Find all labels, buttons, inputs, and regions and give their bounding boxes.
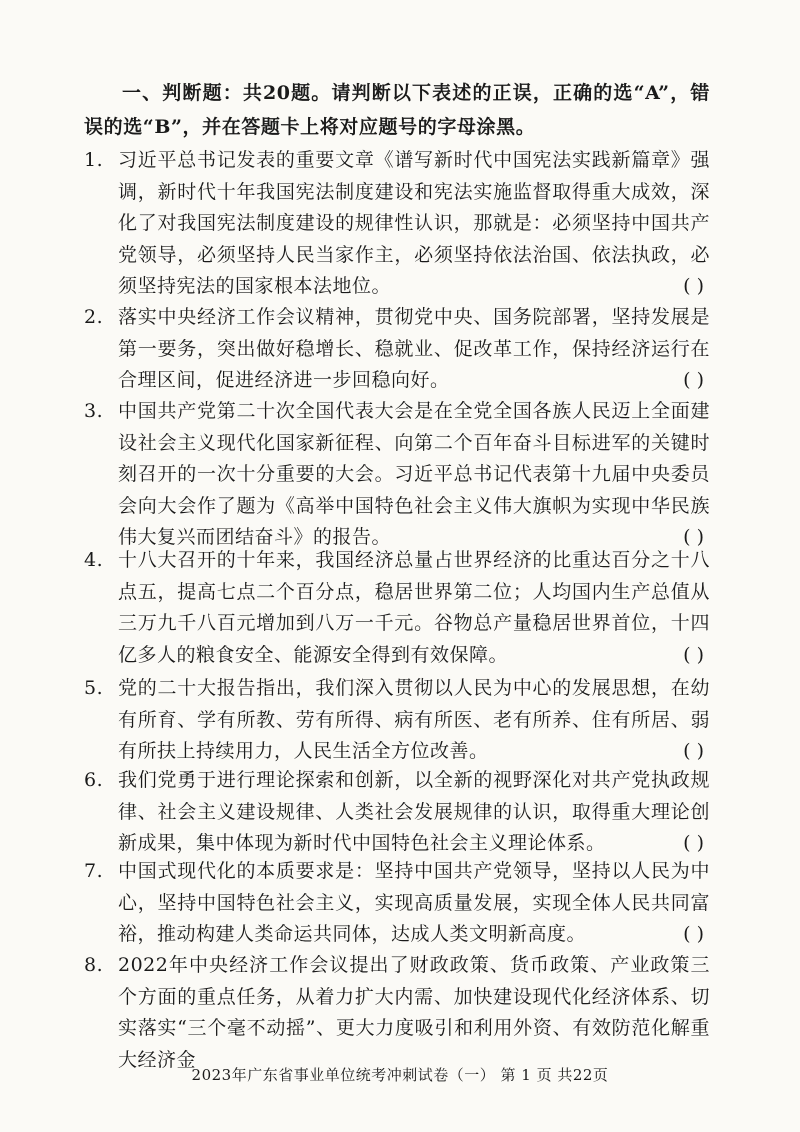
question-number: 2.	[84, 306, 104, 328]
section-title: 一、判断题：共20题。请判断以下表述的正误，正确的选“A”，错误的选“B”，并在答题卡上将对应题号的字母涂黑。	[84, 82, 710, 138]
page-footer: 2023年广东省事业单位统考冲刺试卷（一） 第 1 页 共22页	[191, 1066, 609, 1084]
question-number: 4.	[84, 549, 104, 571]
question-number: 6.	[84, 769, 104, 791]
question-number: 1.	[84, 149, 104, 171]
section-heading	[84, 76, 710, 144]
question-text: 习近平总书记发表的重要文章《谱写新时代中国宪法实践新篇章》强调，新时代十年我国宪法制度建设和宪法实施监督取得重大成效，深化了对我国宪法制度建设的规律性认识，那就是：必须坚持中国共产党领导，必须坚持人民当家作主，必须坚持依法治国、依法执政，必须坚持宪法的国家根本法地位。	[118, 149, 710, 297]
question-1	[84, 145, 710, 303]
answer-blank: ( )	[683, 526, 704, 548]
answer-blank: ( )	[683, 740, 704, 762]
question-text: 我们党勇于进行理论探索和创新，以全新的视野深化对共产党执政规律、社会主义建设规律、人类社会发展规律的认识，取得重大理论创新成果，集中体现为新时代中国特色社会主义理论体系。	[118, 769, 710, 854]
question-number: 3.	[84, 400, 104, 422]
question-3	[84, 396, 710, 554]
question-2	[84, 302, 710, 397]
question-4	[84, 545, 710, 671]
question-8	[84, 950, 710, 1076]
question-number: 7.	[84, 860, 104, 882]
question-5	[84, 673, 710, 768]
question-text: 党的二十大报告指出，我们深入贯彻以人民为中心的发展思想，在幼有所育、学有所教、劳有所得、病有所医、老有所养、住有所居、弱有所扶上持续用力，人民生活全方位改善。	[118, 677, 710, 762]
question-text: 十八大召开的十年来，我国经济总量占世界经济的比重达百分之十八点五，提高七点二个百分点，稳居世界第二位；人均国内生产总值从三万九千八百元增加到八万一千元。谷物总产量稳居世界首位，十四亿多人的粮食安全、能源安全得到有效保障。	[118, 549, 710, 666]
question-7	[84, 856, 710, 951]
answer-blank: ( )	[683, 369, 704, 391]
question-6	[84, 765, 710, 860]
answer-blank: ( )	[683, 832, 704, 854]
question-text: 落实中央经济工作会议精神，贯彻党中央、国务院部署，坚持发展是第一要务，突出做好稳增长、稳就业、促改革工作，保持经济运行在合理区间，促进经济进一步回稳向好。	[118, 306, 710, 391]
question-text: 中国共产党第二十次全国代表大会是在全党全国各族人民迈上全面建设社会主义现代化国家新征程、向第二个百年奋斗目标进军的关键时刻召开的一次十分重要的大会。习近平总书记代表第十九届中央委员会向大会作了题为《高举中国特色社会主义伟大旗帜为实现中华民族伟大复兴而团结奋斗》的报告。	[118, 400, 710, 548]
answer-blank: ( )	[683, 643, 704, 666]
question-text: 中国式现代化的本质要求是：坚持中国共产党领导，坚持以人民为中心，坚持中国特色社会主义，实现高质量发展，实现全体人民共同富裕，推动构建人类命运共同体，达成人类文明新高度。	[118, 860, 710, 945]
answer-blank: ( )	[683, 275, 704, 297]
question-text: 2022年中央经济工作会议提出了财政政策、货币政策、产业政策三个方面的重点任务，从着力扩大内需、加快建设现代化经济体系、切实落实“三个毫不动摇”、更大力度吸引和利用外资、有效防范化解重大经济金	[118, 954, 710, 1071]
question-number: 8.	[84, 954, 104, 976]
question-number: 5.	[84, 677, 104, 699]
answer-blank: ( )	[683, 923, 704, 945]
